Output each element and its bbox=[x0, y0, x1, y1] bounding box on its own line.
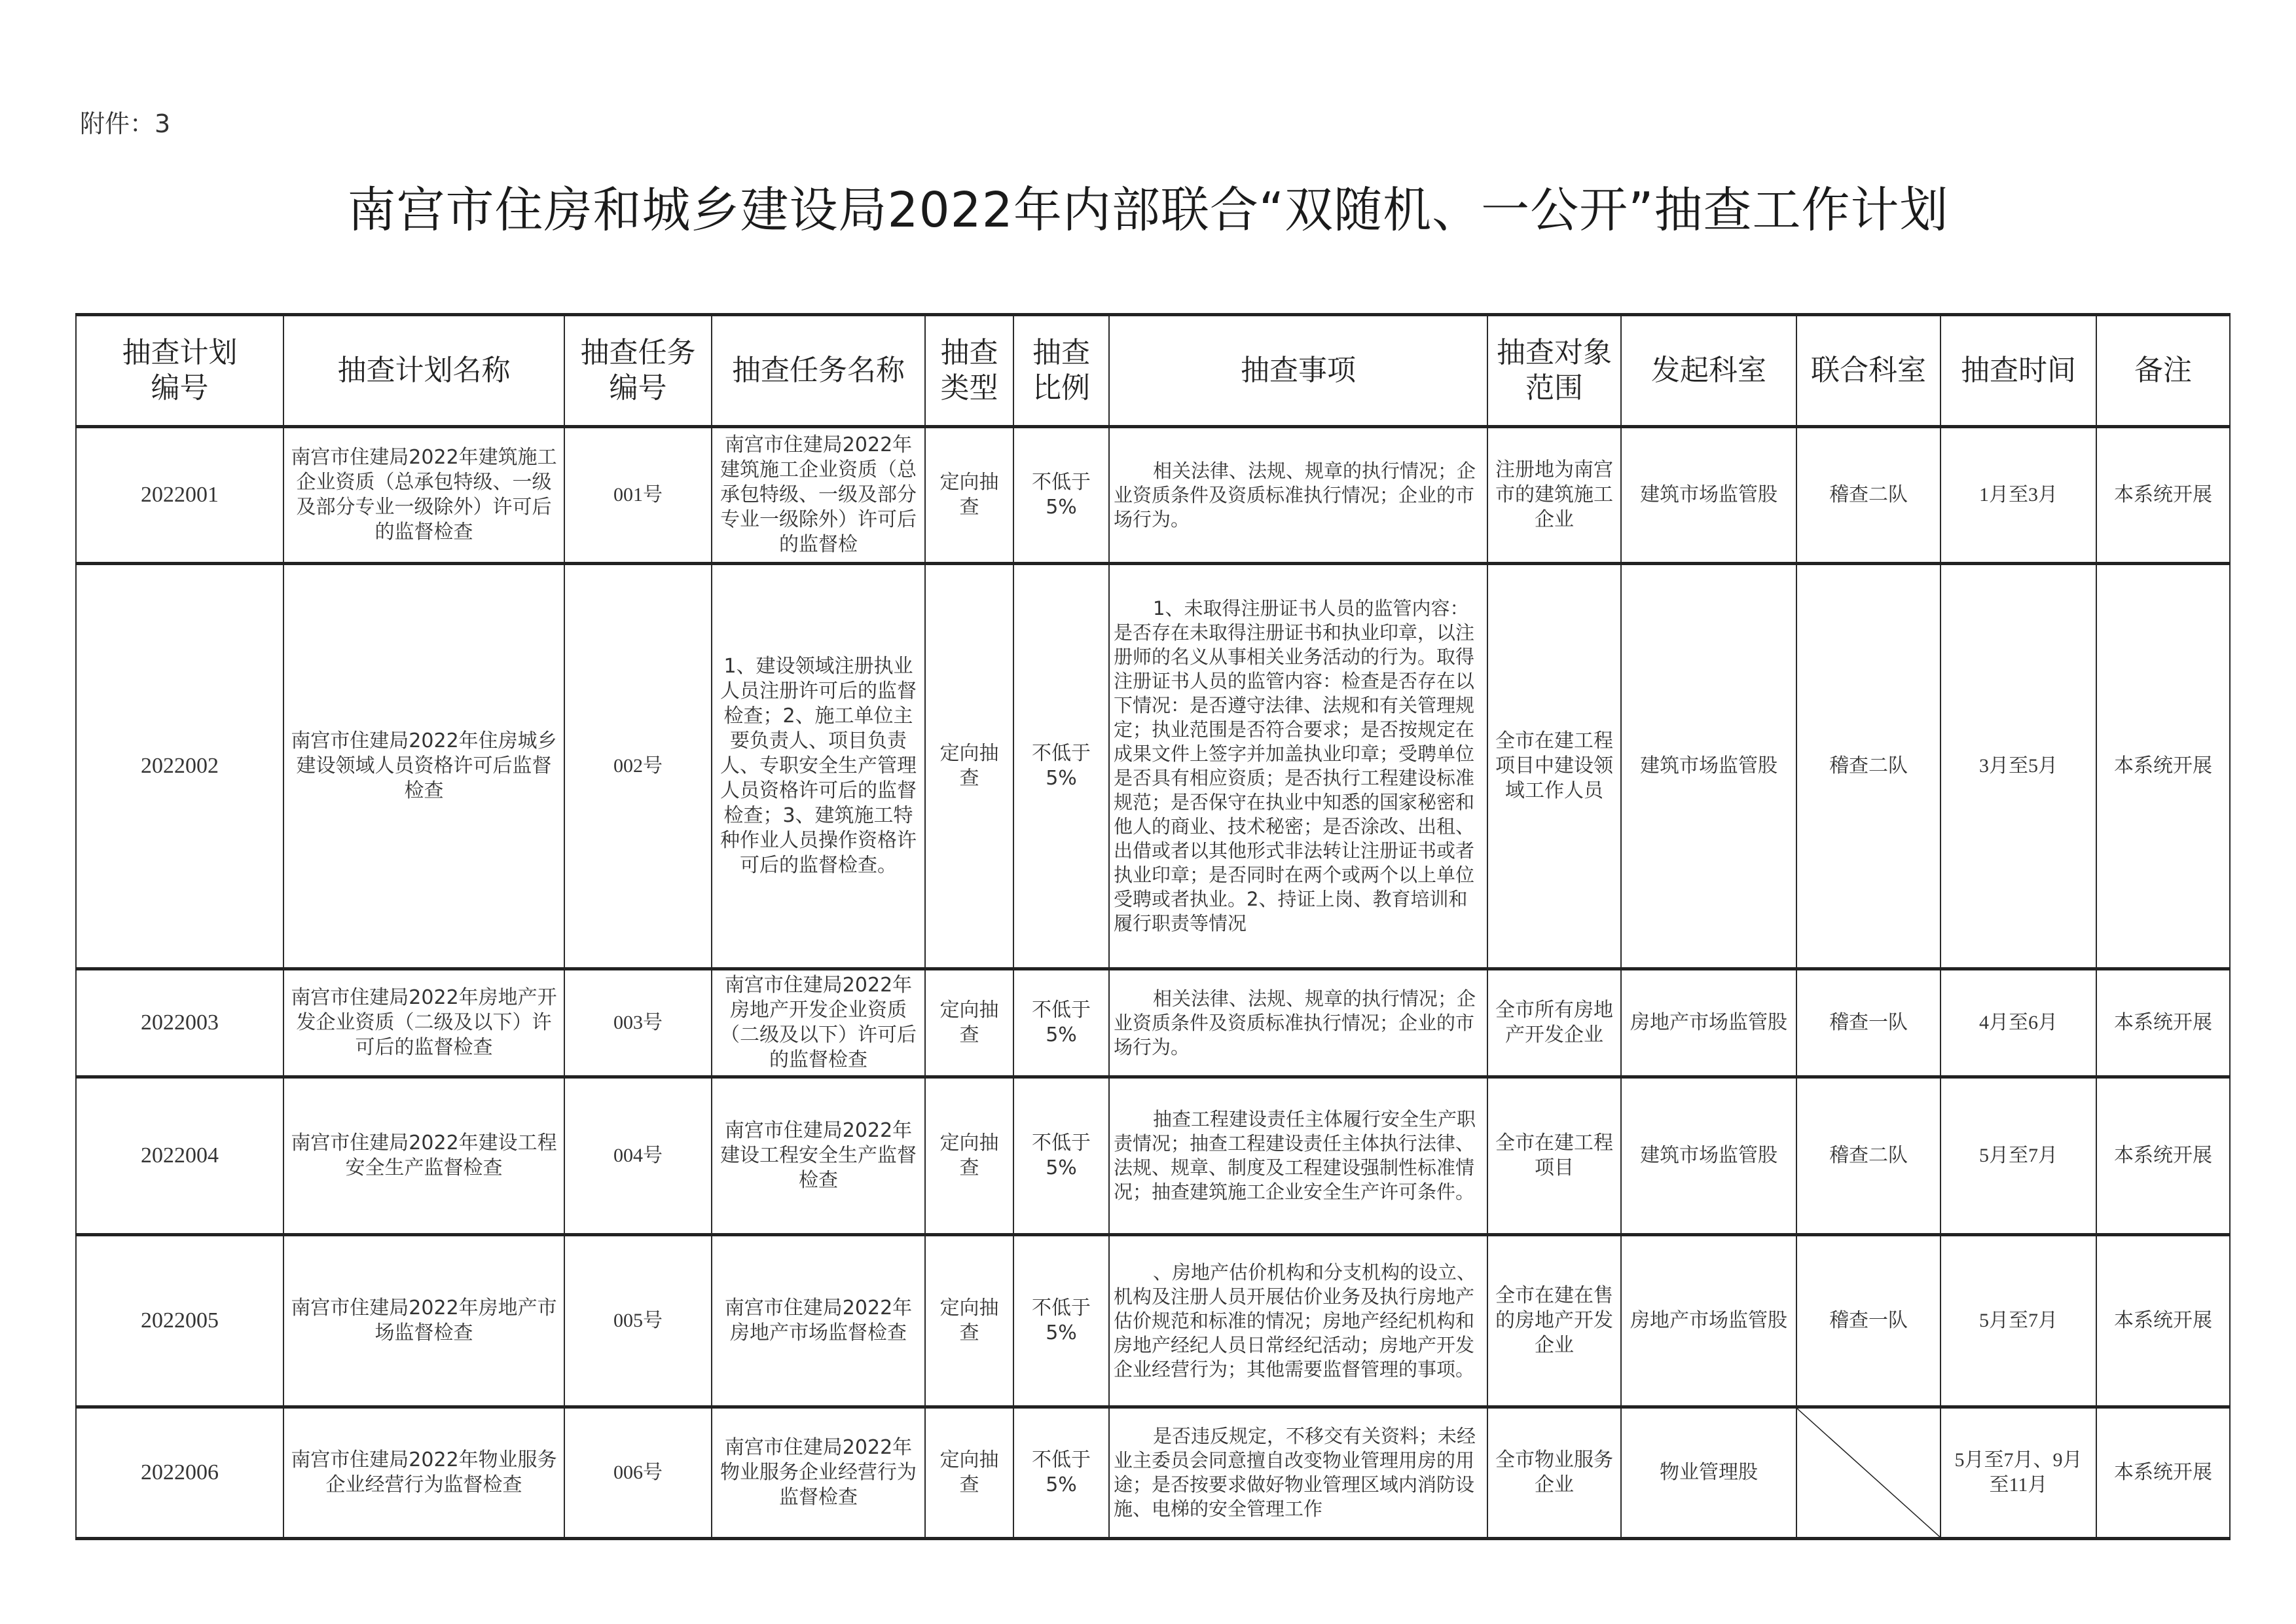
note: 本系统开展 bbox=[2096, 1235, 2230, 1407]
plan-name: 南宫市住建局2022年建设工程安全生产监督检查 bbox=[283, 1077, 564, 1235]
header-plan-name: 抽查计划名称 bbox=[283, 315, 564, 427]
header-initiator: 发起科室 bbox=[1621, 315, 1796, 427]
initiator: 建筑市场监管股 bbox=[1621, 1077, 1796, 1235]
inspection-ratio: 不低于5% bbox=[1013, 1077, 1109, 1235]
note: 本系统开展 bbox=[2096, 969, 2230, 1077]
inspection-time: 5月至7月 bbox=[1941, 1077, 2096, 1235]
inspection-type: 定向抽查 bbox=[925, 969, 1013, 1077]
scope: 全市在建在售的房地产开发企业 bbox=[1487, 1235, 1621, 1407]
inspection-ratio: 不低于5% bbox=[1013, 427, 1109, 564]
table-row bbox=[76, 969, 2230, 1077]
header-time: 抽查时间 bbox=[1941, 315, 2096, 427]
header-task-code: 抽查任务 编号 bbox=[564, 315, 712, 427]
header-joint: 联合科室 bbox=[1796, 315, 1941, 427]
task-name: 南宫市住建局2022年物业服务企业经营行为监督检查 bbox=[712, 1407, 925, 1539]
inspection-time: 4月至6月 bbox=[1941, 969, 2096, 1077]
note: 本系统开展 bbox=[2096, 1407, 2230, 1539]
inspection-type: 定向抽查 bbox=[925, 564, 1013, 969]
task-code: 004号 bbox=[564, 1077, 712, 1235]
inspection-type: 定向抽查 bbox=[925, 1407, 1013, 1539]
initiator: 房地产市场监管股 bbox=[1621, 1235, 1796, 1407]
header-scope: 抽查对象 范围 bbox=[1487, 315, 1621, 427]
task-name: 南宫市住建局2022年建筑施工企业资质（总承包特级、一级及部分专业一级除外）许可后的监督检 bbox=[712, 427, 925, 564]
scope: 注册地为南宫市的建筑施工企业 bbox=[1487, 427, 1621, 564]
header-ratio: 抽查 比例 bbox=[1013, 315, 1109, 427]
initiator: 建筑市场监管股 bbox=[1621, 427, 1796, 564]
inspection-type: 定向抽查 bbox=[925, 427, 1013, 564]
inspection-items: 1、未取得注册证书人员的监管内容：是否存在未取得注册证书和执业印章，以注册师的名义从事相关业务活动的行为。取得注册证书人员的监管内容：检查是否存在以下情况：是否遵守法律、法规和有关管理规定；执业范围是否符合要求；是否按规定在成果文件上签字并加盖执业印章；受聘单位是否具有相应资质；是否执行工程建设标准规范；是否保守在执业中知悉的国家秘密和他人的商业、技术秘密；是否涂改、出租、出借或者以其他形式非法转让注册证书或者执业印章；是否同时在两个或两个以上单位受聘或者执业。2、持证上岗、教育培训和履行职责等情况 bbox=[1109, 564, 1487, 969]
table-row bbox=[76, 427, 2230, 564]
header-note: 备注 bbox=[2096, 315, 2230, 427]
diagonal-slash-icon bbox=[1797, 1409, 1940, 1537]
plan-code: 2022002 bbox=[76, 564, 283, 969]
note: 本系统开展 bbox=[2096, 564, 2230, 969]
inspection-time: 5月至7月 bbox=[1941, 1235, 2096, 1407]
joint-dept: 稽查二队 bbox=[1796, 564, 1941, 969]
plan-code: 2022005 bbox=[76, 1235, 283, 1407]
plan-name: 南宫市住建局2022年物业服务企业经营行为监督检查 bbox=[283, 1407, 564, 1539]
inspection-type: 定向抽查 bbox=[925, 1077, 1013, 1235]
inspection-time: 5月至7月、9月至11月 bbox=[1941, 1407, 2096, 1539]
inspection-ratio: 不低于5% bbox=[1013, 1235, 1109, 1407]
inspection-time: 3月至5月 bbox=[1941, 564, 2096, 969]
page-title: 南宫市住房和城乡建设局2022年内部联合“双随机、一公开”抽查工作计划 bbox=[347, 182, 1949, 238]
attachment-label: 附件：3 bbox=[80, 109, 171, 138]
header-items: 抽查事项 bbox=[1109, 315, 1487, 427]
inspection-plan-table bbox=[75, 313, 2231, 1540]
header-task-name: 抽查任务名称 bbox=[712, 315, 925, 427]
task-name: 南宫市住建局2022年房地产市场监督检查 bbox=[712, 1235, 925, 1407]
table-row bbox=[76, 564, 2230, 969]
inspection-ratio: 不低于5% bbox=[1013, 969, 1109, 1077]
joint-dept: 稽查一队 bbox=[1796, 969, 1941, 1077]
header-plan-code: 抽查计划 编号 bbox=[76, 315, 283, 427]
note: 本系统开展 bbox=[2096, 427, 2230, 564]
plan-code: 2022001 bbox=[76, 427, 283, 564]
task-code: 006号 bbox=[564, 1407, 712, 1539]
joint-dept: 稽查二队 bbox=[1796, 1077, 1941, 1235]
note: 本系统开展 bbox=[2096, 1077, 2230, 1235]
inspection-items: 、房地产估价机构和分支机构的设立、机构及注册人员开展估价业务及执行房地产估价规范和标准的情况；房地产经纪机构和房地产经纪人员日常经纪活动；房地产开发企业经营行为；其他需要监督管理的事项。 bbox=[1109, 1235, 1487, 1407]
task-code: 005号 bbox=[564, 1235, 712, 1407]
plan-name: 南宫市住建局2022年建筑施工企业资质（总承包特级、一级及部分专业一级除外）许可后的监督检查 bbox=[283, 427, 564, 564]
plan-code: 2022003 bbox=[76, 969, 283, 1077]
initiator: 建筑市场监管股 bbox=[1621, 564, 1796, 969]
inspection-items: 是否违反规定，不移交有关资料；未经业主委员会同意擅自改变物业管理用房的用途；是否按要求做好物业管理区域内消防设施、电梯的安全管理工作 bbox=[1109, 1407, 1487, 1539]
scope: 全市在建工程项目中建设领域工作人员 bbox=[1487, 564, 1621, 969]
table-row bbox=[76, 1407, 2230, 1539]
task-code: 002号 bbox=[564, 564, 712, 969]
joint-dept: 稽查一队 bbox=[1796, 1235, 1941, 1407]
task-name: 南宫市住建局2022年建设工程安全生产监督检查 bbox=[712, 1077, 925, 1235]
task-code: 003号 bbox=[564, 969, 712, 1077]
inspection-items: 相关法律、法规、规章的执行情况；企业资质条件及资质标准执行情况；企业的市场行为。 bbox=[1109, 427, 1487, 564]
initiator: 物业管理股 bbox=[1621, 1407, 1796, 1539]
task-name: 1、建设领域注册执业人员注册许可后的监督检查；2、施工单位主要负责人、项目负责人、专职安全生产管理人员资格许可后的监督检查；3、建筑施工特种作业人员操作资格许可后的监督检查。 bbox=[712, 564, 925, 969]
plan-name: 南宫市住建局2022年住房城乡建设领域人员资格许可后监督检查 bbox=[283, 564, 564, 969]
inspection-ratio: 不低于5% bbox=[1013, 564, 1109, 969]
table-row bbox=[76, 1235, 2230, 1407]
inspection-ratio: 不低于5% bbox=[1013, 1407, 1109, 1539]
initiator: 房地产市场监管股 bbox=[1621, 969, 1796, 1077]
scope: 全市物业服务企业 bbox=[1487, 1407, 1621, 1539]
plan-code: 2022006 bbox=[76, 1407, 283, 1539]
plan-code: 2022004 bbox=[76, 1077, 283, 1235]
joint-dept-empty-diagonal bbox=[1796, 1407, 1941, 1539]
scope: 全市在建工程项目 bbox=[1487, 1077, 1621, 1235]
plan-name: 南宫市住建局2022年房地产开发企业资质（二级及以下）许可后的监督检查 bbox=[283, 969, 564, 1077]
scope: 全市所有房地产开发企业 bbox=[1487, 969, 1621, 1077]
task-name: 南宫市住建局2022年房地产开发企业资质（二级及以下）许可后的监督检查 bbox=[712, 969, 925, 1077]
inspection-time: 1月至3月 bbox=[1941, 427, 2096, 564]
task-code: 001号 bbox=[564, 427, 712, 564]
joint-dept: 稽查二队 bbox=[1796, 427, 1941, 564]
plan-name: 南宫市住建局2022年房地产市场监督检查 bbox=[283, 1235, 564, 1407]
inspection-items: 相关法律、法规、规章的执行情况；企业资质条件及资质标准执行情况；企业的市场行为。 bbox=[1109, 969, 1487, 1077]
table-row bbox=[76, 1077, 2230, 1235]
inspection-items: 抽查工程建设责任主体履行安全生产职责情况；抽查工程建设责任主体执行法律、法规、规章、制度及工程建设强制性标准情况；抽查建筑施工企业安全生产许可条件。 bbox=[1109, 1077, 1487, 1235]
inspection-type: 定向抽查 bbox=[925, 1235, 1013, 1407]
table-header-row bbox=[76, 315, 2230, 427]
header-type: 抽查 类型 bbox=[925, 315, 1013, 427]
